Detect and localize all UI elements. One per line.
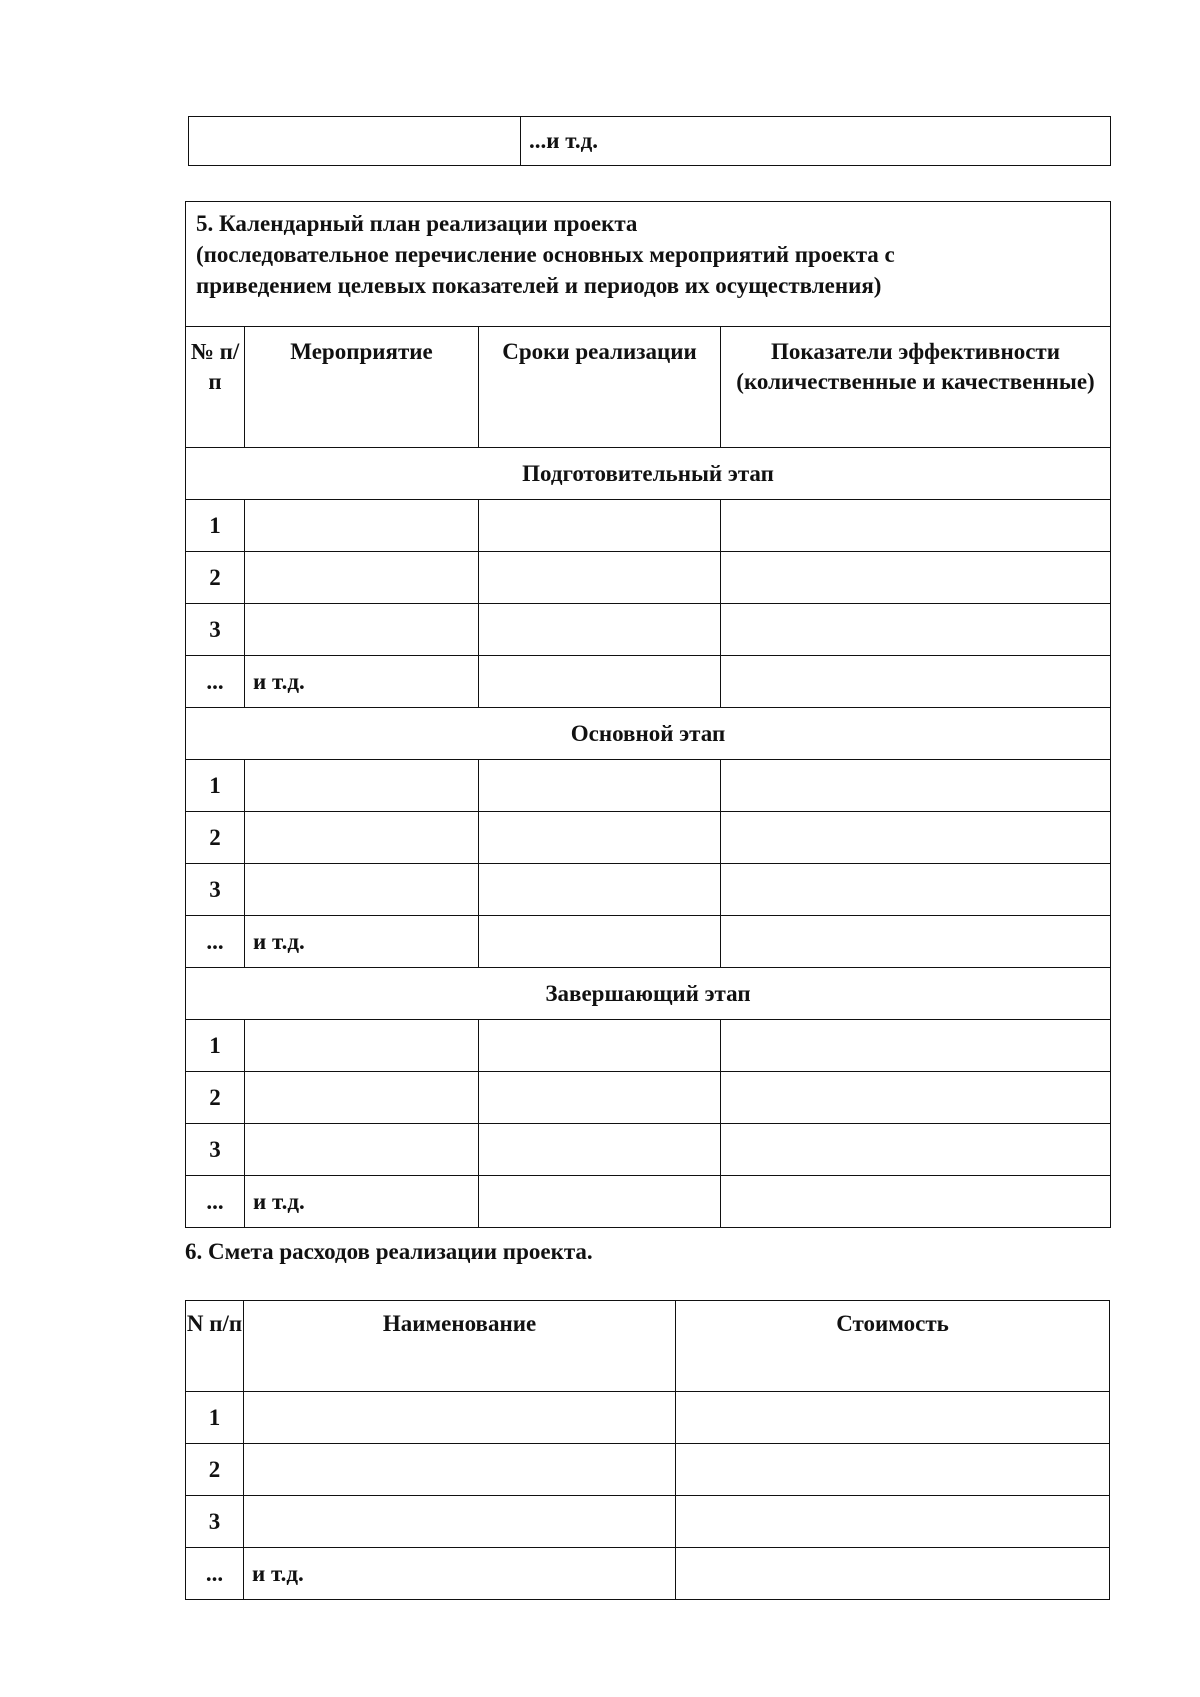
dates-cell: [479, 604, 721, 656]
table-row: [186, 656, 1111, 708]
dates-cell: [479, 1176, 721, 1228]
table-row: [186, 760, 1111, 812]
event-cell: и т.д.: [245, 656, 479, 708]
header-num: N п/п: [186, 1301, 244, 1392]
event-cell: [245, 500, 479, 552]
indicators-cell: [721, 1124, 1111, 1176]
row-number: 3: [186, 1496, 244, 1548]
table-row: [186, 1124, 1111, 1176]
event-cell: [245, 552, 479, 604]
table-row: [186, 916, 1111, 968]
table-row: [186, 552, 1111, 604]
event-cell: [245, 604, 479, 656]
row-number: 2: [186, 812, 245, 864]
plan-title-line: 5. Календарный план реализации проекта: [196, 211, 638, 236]
stage-row: [186, 968, 1111, 1020]
table-row: [186, 500, 1111, 552]
stage-name: Завершающий этап: [186, 968, 1111, 1020]
header-num: № п/п: [186, 327, 245, 448]
header-dates: Сроки реализации: [479, 327, 721, 448]
row-number: 2: [186, 552, 245, 604]
row-number: 3: [186, 604, 245, 656]
budget-header-row: [186, 1301, 1110, 1392]
table-row: [186, 1496, 1110, 1548]
event-cell: [245, 760, 479, 812]
dates-cell: [479, 760, 721, 812]
header-name: Наименование: [244, 1301, 676, 1392]
indicators-cell: [721, 1176, 1111, 1228]
table-row: [186, 1020, 1111, 1072]
dates-cell: [479, 1124, 721, 1176]
row-number: 3: [186, 864, 245, 916]
continuation-table: [188, 116, 1111, 166]
dates-cell: [479, 552, 721, 604]
plan-title: [186, 202, 1111, 327]
continuation-text: ...и т.д.: [521, 117, 1111, 166]
table-row: [186, 812, 1111, 864]
stage-name: Подготовительный этап: [186, 448, 1111, 500]
event-cell: [245, 812, 479, 864]
table-row: [186, 1548, 1110, 1600]
indicators-cell: [721, 812, 1111, 864]
event-cell: [245, 1072, 479, 1124]
dates-cell: [479, 864, 721, 916]
cost-cell: [676, 1392, 1110, 1444]
calendar-plan-table: [185, 201, 1111, 1228]
row-number: ...: [186, 656, 245, 708]
stage-row: [186, 708, 1111, 760]
event-cell: [245, 1124, 479, 1176]
dates-cell: [479, 1020, 721, 1072]
cost-cell: [676, 1548, 1110, 1600]
row-number: 2: [186, 1072, 245, 1124]
dates-cell: [479, 916, 721, 968]
dates-cell: [479, 500, 721, 552]
row-number: ...: [186, 916, 245, 968]
name-cell: и т.д.: [244, 1548, 676, 1600]
dates-cell: [479, 1072, 721, 1124]
budget-table: [185, 1300, 1110, 1600]
row-number: 2: [186, 1444, 244, 1496]
name-cell: [244, 1444, 676, 1496]
dates-cell: [479, 656, 721, 708]
table-row: [189, 117, 1111, 166]
row-number: 1: [186, 1020, 245, 1072]
cost-cell: [676, 1444, 1110, 1496]
table-cell: [189, 117, 521, 166]
row-number: ...: [186, 1176, 245, 1228]
row-number: 1: [186, 1392, 244, 1444]
header-indicators: Показатели эффективности (количественные и качественные): [721, 327, 1111, 448]
indicators-cell: [721, 1072, 1111, 1124]
row-number: 1: [186, 760, 245, 812]
event-cell: [245, 1020, 479, 1072]
indicators-cell: [721, 500, 1111, 552]
plan-header-row: [186, 327, 1111, 448]
table-row: [186, 1072, 1111, 1124]
table-row: [186, 864, 1111, 916]
table-row: [186, 604, 1111, 656]
name-cell: [244, 1392, 676, 1444]
event-cell: [245, 864, 479, 916]
row-number: 1: [186, 500, 245, 552]
indicators-cell: [721, 552, 1111, 604]
event-cell: и т.д.: [245, 916, 479, 968]
plan-title-row: [186, 202, 1111, 327]
event-cell: и т.д.: [245, 1176, 479, 1228]
table-row: [186, 1392, 1110, 1444]
indicators-cell: [721, 916, 1111, 968]
row-number: 3: [186, 1124, 245, 1176]
plan-title-line: (последовательное перечисление основных мероприятий проекта с: [196, 242, 895, 267]
indicators-cell: [721, 1020, 1111, 1072]
indicators-cell: [721, 864, 1111, 916]
indicators-cell: [721, 604, 1111, 656]
stage-name: Основной этап: [186, 708, 1111, 760]
header-cost: Стоимость: [676, 1301, 1110, 1392]
header-event: Мероприятие: [245, 327, 479, 448]
plan-title-line: приведением целевых показателей и периодов их осуществления): [196, 273, 882, 298]
table-row: [186, 1176, 1111, 1228]
indicators-cell: [721, 656, 1111, 708]
section-6-heading: 6. Смета расходов реализации проекта.: [185, 1239, 593, 1264]
indicators-cell: [721, 760, 1111, 812]
name-cell: [244, 1496, 676, 1548]
cost-cell: [676, 1496, 1110, 1548]
dates-cell: [479, 812, 721, 864]
table-row: [186, 1444, 1110, 1496]
stage-row: [186, 448, 1111, 500]
row-number: ...: [186, 1548, 244, 1600]
